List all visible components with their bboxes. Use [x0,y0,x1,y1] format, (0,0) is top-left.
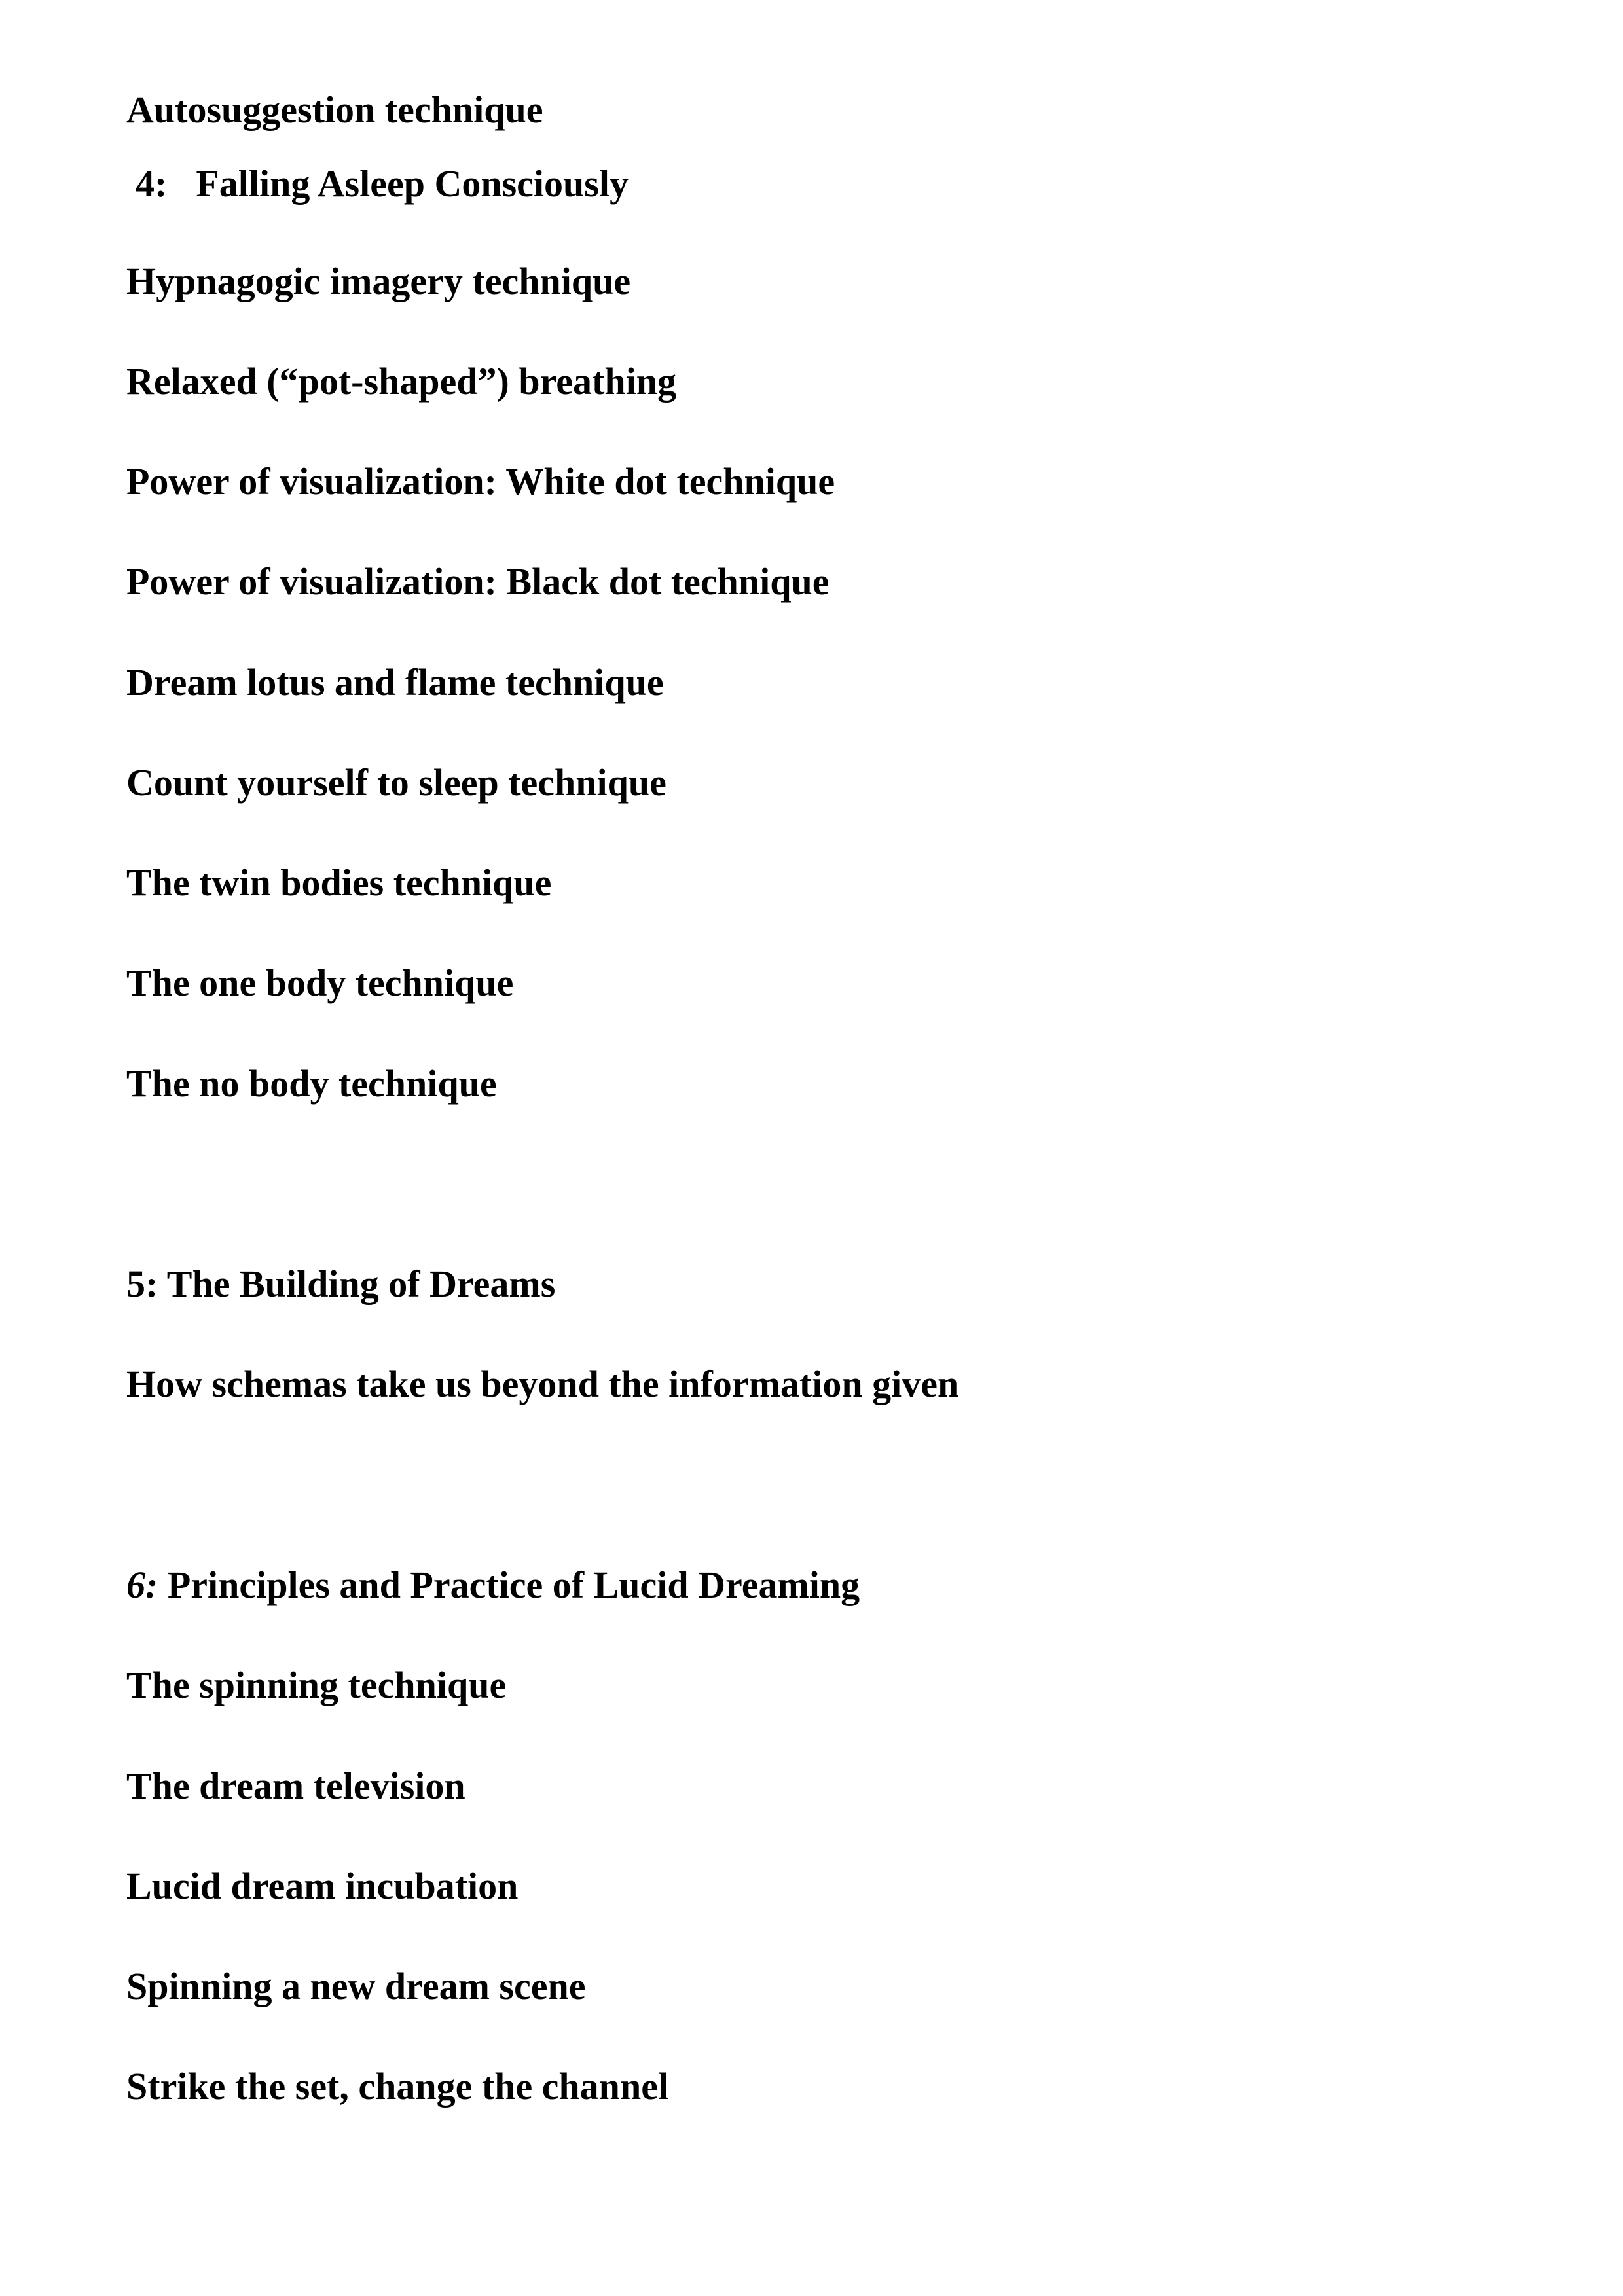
toc-entry: The twin bodies technique [126,861,552,904]
toc-entry: Power of visualization: White dot technique [126,460,835,503]
chapter-6-number: 6: [126,1564,158,1606]
chapter-6-title: Principles and Practice of Lucid Dreaming [167,1564,860,1606]
chapter-4-title: Falling Asleep Consciously [196,162,629,205]
chapter-6-heading [126,1562,860,1608]
toc-entry: Strike the set, change the channel [126,2065,669,2108]
toc-entry-autosuggestion: Autosuggestion technique [126,88,543,131]
toc-entry: How schemas take us beyond the information given [126,1363,959,1405]
chapter-5-heading: 5: The Building of Dreams [126,1263,556,1305]
toc-entry: Spinning a new dream scene [126,1965,586,2007]
chapter-4-number: 4: [136,162,168,205]
toc-entry: The spinning technique [126,1664,507,1706]
toc-entry: Relaxed (“pot-shaped”) breathing [126,360,676,403]
toc-entry: Dream lotus and flame technique [126,661,664,704]
toc-entry: The no body technique [126,1062,497,1105]
toc-entry: Count yourself to sleep technique [126,761,666,804]
toc-entry: Power of visualization: Black dot technique [126,560,830,603]
toc-entry: Lucid dream incubation [126,1865,519,1907]
toc-entry: The one body technique [126,961,514,1004]
toc-entry: The dream television [126,1765,465,1807]
chapter-4-heading [136,161,629,207]
toc-entry: Hypnagogic imagery technique [126,260,631,302]
